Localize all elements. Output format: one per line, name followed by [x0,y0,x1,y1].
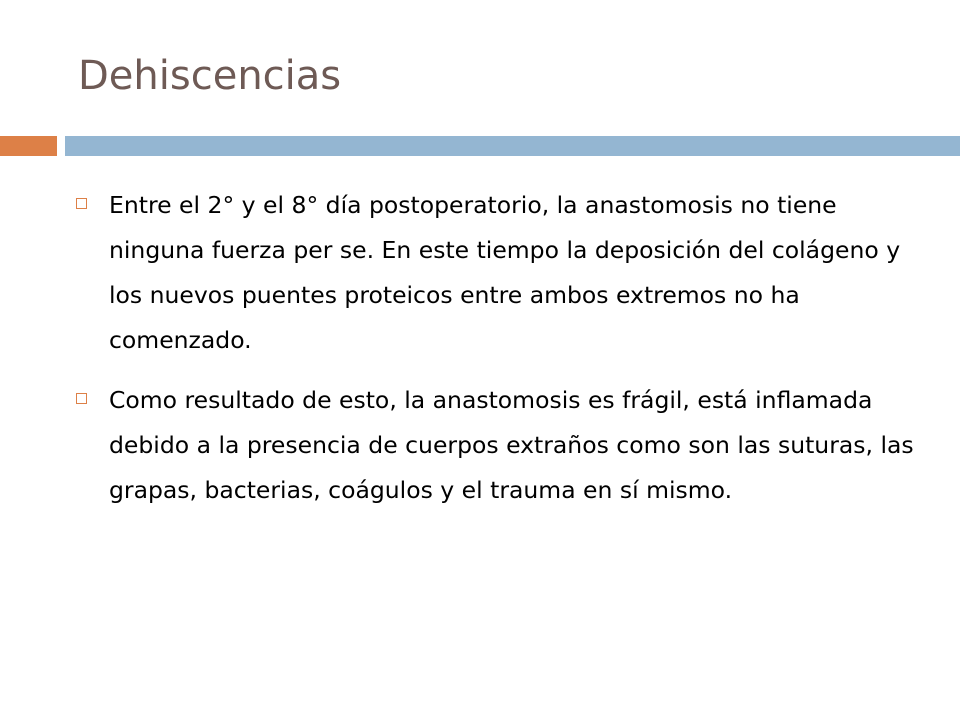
hollow-square-bullet-icon [76,393,87,404]
accent-bar-blue [65,136,960,156]
bullet-text-1: Entre el 2° y el 8° día postoperatorio, la anastomosis no tiene ninguna fuerza per se. En este tiempo la deposición del colágeno y los nuevos puentes proteicos entre ambos extremos no ha comenzado. [109,191,901,354]
bullet-list [0,183,960,528]
hollow-square-bullet-icon [76,198,87,209]
bullet-text-2: Como resultado de esto, la anastomosis es frágil, está inflamada debido a la presencia de cuerpos extraños como son las suturas, las grapas, bacterias, coágulos y el trauma en sí mismo. [109,386,914,504]
bullet-item-2 [0,378,960,513]
slide-title: Dehiscencias [78,53,342,99]
accent-bar-orange [0,136,57,156]
bullet-item-1 [0,183,960,363]
